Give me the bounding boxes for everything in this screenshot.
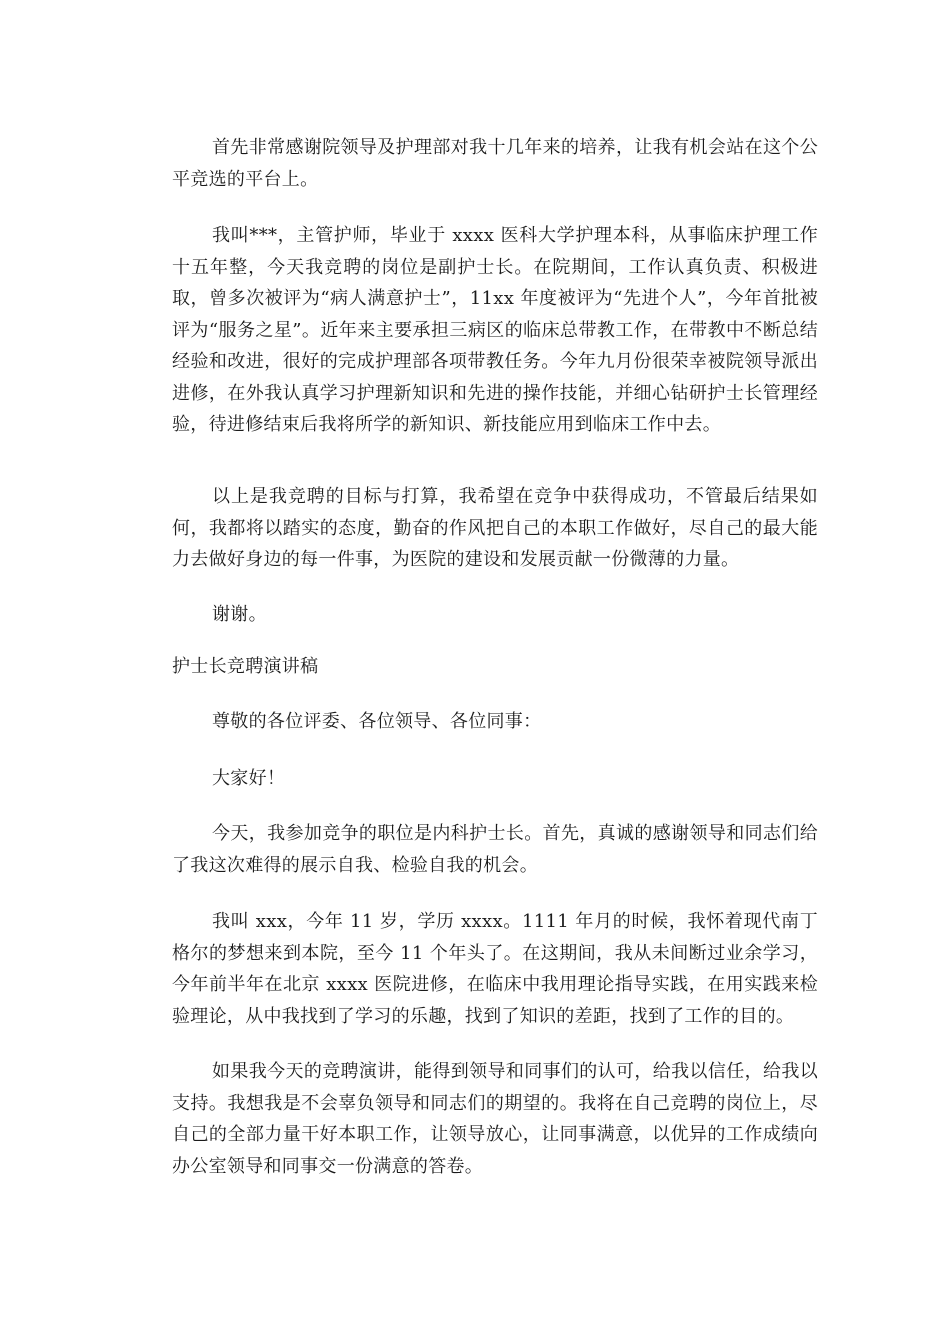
paragraph-self-introduction: 我叫***，主管护师，毕业于 xxxx 医科大学护理本科，从事临床护理工作十五年整，今天我竞聘的岗位是副护士长。在院期间，工作认真负责、积极进取，曾多次被评为“病人满意护士”，11xx 年度被评为“先进个人”，今年首批被评为“服务之星”。近年来主要承担三病区的临床总带教工作，在带教中不断总结经验和改进，很好的完成护理部各项带教任务。今年九月份很荣幸被院领导派出进修，在外我认真学习护理新知识和先进的操作技能，并细心钻研护士长管理经验，待进修结束后我将所学的新知识、新技能应用到临床工作中去。 (172, 225, 818, 435)
paragraph-goals: 以上是我竞聘的目标与打算，我希望在竞争中获得成功，不管最后结果如何，我都将以踏实的态度，勤奋的作风把自己的本职工作做好，尽自己的最大能力去做好身边的每一件事，为医院的建设和发展贡献一份微薄的力量。 (172, 486, 818, 570)
greeting: 大家好！ (212, 768, 286, 789)
paragraph-thanks: 谢谢。 (212, 604, 267, 625)
paragraph-gratitude: 首先非常感谢院领导及护理部对我十几年来的培养，让我有机会站在这个公平竞选的平台上。 (172, 137, 818, 190)
paragraph-background: 我叫 xxx，今年 11 岁，学历 xxxx。1111 年月的时候，我怀着现代南丁格尔的梦想来到本院，至今 11 个年头了。在这期间，我从未间断过业余学习，今年前半年在北京 xxxx 医院进修，在临床中我用理论指导实践，在用实践来检验理论，从中我找到了学习的乐趣，找到了知识的差距，找到了工作的目的。 (172, 911, 818, 1027)
salutation: 尊敬的各位评委、各位领导、各位同事： (212, 711, 542, 732)
speech-title: 护士长竞聘演讲稿 (172, 656, 319, 677)
paragraph-commitment: 如果我今天的竞聘演讲，能得到领导和同事们的认可，给我以信任，给我以支持。我想我是不会辜负领导和同志们的期望的。我将在自己竞聘的岗位上，尽自己的全部力量干好本职工作，让领导放心，让同事满意，以优异的工作成绩向办公室领导和同事交一份满意的答卷。 (172, 1061, 818, 1177)
paragraph-position: 今天，我参加竞争的职位是内科护士长。首先，真诚的感谢领导和同志们给了我这次难得的展示自我、检验自我的机会。 (172, 823, 818, 876)
